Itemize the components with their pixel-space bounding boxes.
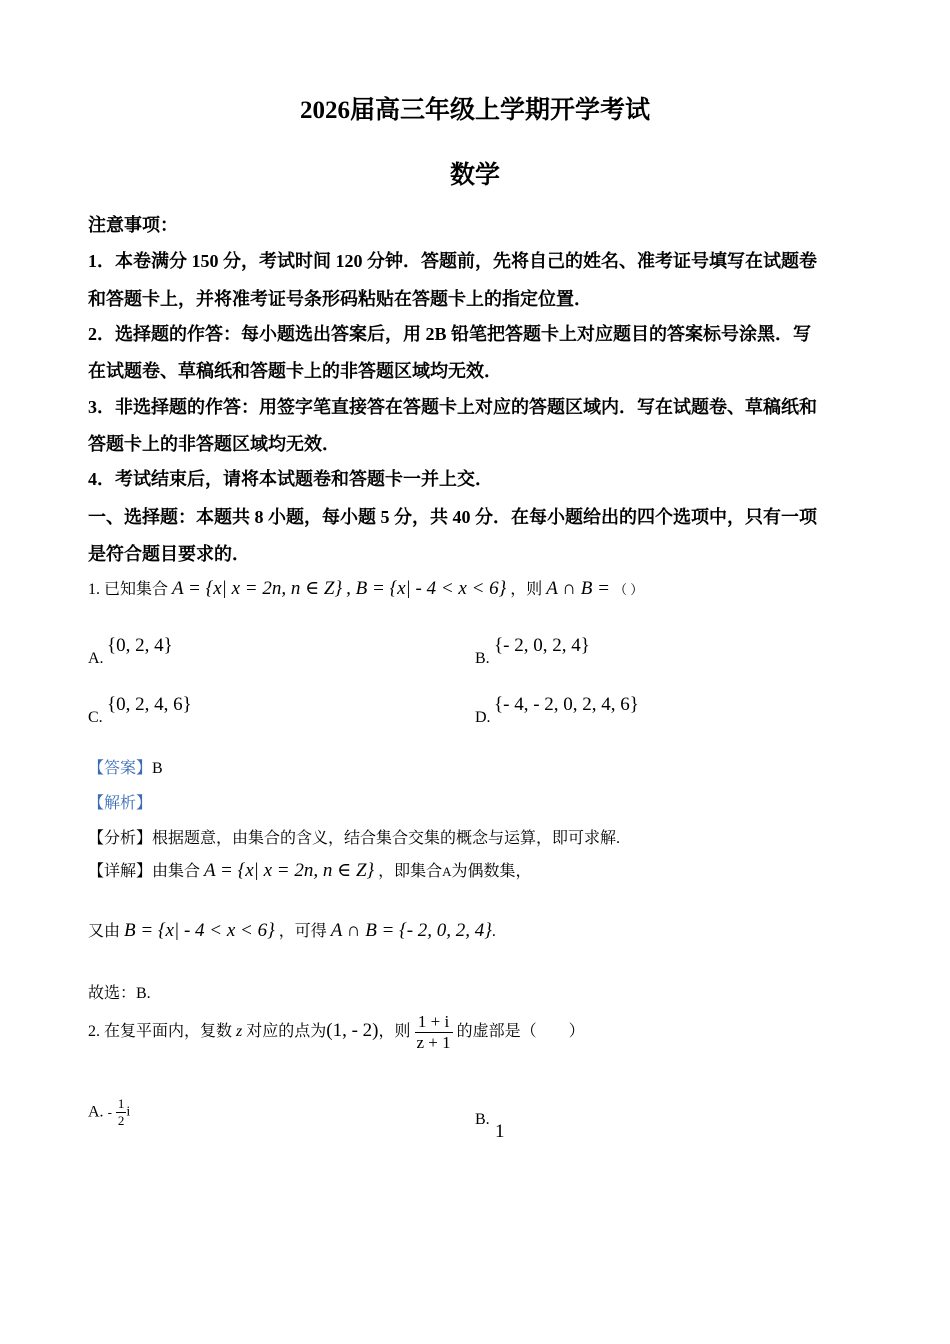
line2-pre: 又由 <box>88 923 121 940</box>
fraction <box>415 1012 453 1053</box>
answer-tag: 【答案】 <box>88 760 153 777</box>
q2-option-a-num: 1 <box>117 1096 125 1111</box>
set-a: A = {x| x = 2n, n ∈ Z} <box>172 578 343 599</box>
point: (1, - 2) <box>326 1020 379 1042</box>
detail-post: 为偶数集， <box>451 863 532 880</box>
section-heading: 一、选择题：本题共 8 小题，每小题 5 分，共 40 分．在每小题给出的四个选项中，只有一项 <box>88 507 817 527</box>
exam-title: 2026届高三年级上学期开学考试 <box>299 97 650 124</box>
question-1-mid: ，则 <box>510 581 543 598</box>
detail-set-a: A = {x| x = 2n, n ∈ Z} <box>204 860 375 881</box>
fenxi-line <box>88 825 620 848</box>
line2-result: A ∩ B = {- 2, 0, 2, 4} <box>330 920 492 941</box>
fraction-numerator: 1 + i <box>415 1012 453 1033</box>
question-1-prefix: 1. 已知集合 <box>88 581 169 598</box>
detail-line <box>88 858 532 882</box>
question-2-mid1: 对应的点为 <box>246 1023 327 1041</box>
q2-option-b-label: B. <box>475 1111 490 1128</box>
question-2-suffix: 的虚部是（ ） <box>456 1023 585 1041</box>
subject-title: 数学 <box>449 162 500 189</box>
option-c: {0, 2, 4, 6} <box>107 694 192 715</box>
q2-option-a-i: i <box>126 1104 131 1120</box>
detail-a: A <box>442 864 452 879</box>
notice-item-4: 4．考试结束后，请将本试题卷和答题卡一并上交． <box>88 469 493 489</box>
notice-heading: 注意事项： <box>88 215 178 235</box>
q2-option-a <box>88 1096 130 1129</box>
q2-option-a-label: A. <box>88 1103 104 1121</box>
question-2 <box>88 1012 585 1053</box>
notice-item-1: 1．本卷满分 150 分，考试时间 120 分钟．答题前，先将自己的姓名、准考证号填写在试题卷 <box>88 251 817 271</box>
line2-mid: ，可得 <box>278 923 327 940</box>
intersection-expr: A ∩ B = <box>546 578 610 599</box>
option-b-label: B. <box>475 650 490 667</box>
notice-item-2: 2．选择题的作答：每小题选出答案后，用 2B 铅笔把答题卡上对应题目的答案标号涂黑．写 <box>88 324 812 344</box>
conclusion: 故选：B. <box>88 985 151 1002</box>
section-heading-cont: 是符合题目要求的． <box>88 544 250 564</box>
detail-mid: ，即集合 <box>378 863 443 880</box>
option-d: {- 4, - 2, 0, 2, 4, 6} <box>494 694 639 715</box>
detail-line-2 <box>88 918 496 942</box>
option-c-label: C. <box>88 709 103 726</box>
option-a: {0, 2, 4} <box>107 635 173 656</box>
analysis-tag: 【解析】 <box>88 795 153 812</box>
notice-item-3-cont: 答题卡上的非答题区域均无效． <box>88 434 340 454</box>
answer-line <box>88 755 163 778</box>
line2-end: . <box>491 923 496 940</box>
detail-pre: 由集合 <box>152 863 201 880</box>
q2-option-a-sign: - <box>107 1104 112 1120</box>
question-2-mid2: ，则 <box>378 1023 411 1041</box>
line2-set-b: B = {x| - 4 < x < 6} <box>124 920 275 941</box>
var-z: z <box>236 1023 243 1041</box>
answer-parens: （ ） <box>613 582 644 597</box>
q2-option-b: 1 <box>495 1121 505 1142</box>
q2-option-a-den: 2 <box>117 1113 125 1128</box>
notice-item-2-cont: 在试题卷、草稿纸和答题卡上的非答题区域均无效． <box>88 361 502 381</box>
set-b: , B = {x| - 4 < x < 6} <box>346 578 507 599</box>
q2-option-a-frac <box>116 1096 127 1129</box>
fenxi-text: 根据题意，由集合的含义，结合集合交集的概念与运算，即可求解. <box>152 830 621 847</box>
notice-item-1-cont: 和答题卡上，并将准考证号条形码粘贴在答题卡上的指定位置． <box>88 289 592 309</box>
question-2-prefix: 2. 在复平面内，复数 <box>88 1023 233 1041</box>
fenxi-tag: 【分析】 <box>88 830 153 847</box>
notice-item-3: 3．非选择题的作答：用签字笔直接答在答题卡上对应的答题区域内．写在试题卷、草稿纸和 <box>88 397 817 417</box>
question-1 <box>88 576 643 600</box>
detail-tag: 【详解】 <box>88 863 153 880</box>
option-b: {- 2, 0, 2, 4} <box>494 635 590 656</box>
answer-value: B <box>152 760 163 777</box>
option-a-label: A. <box>88 650 104 667</box>
fraction-denominator: z + 1 <box>416 1033 451 1052</box>
option-d-label: D. <box>475 709 491 726</box>
